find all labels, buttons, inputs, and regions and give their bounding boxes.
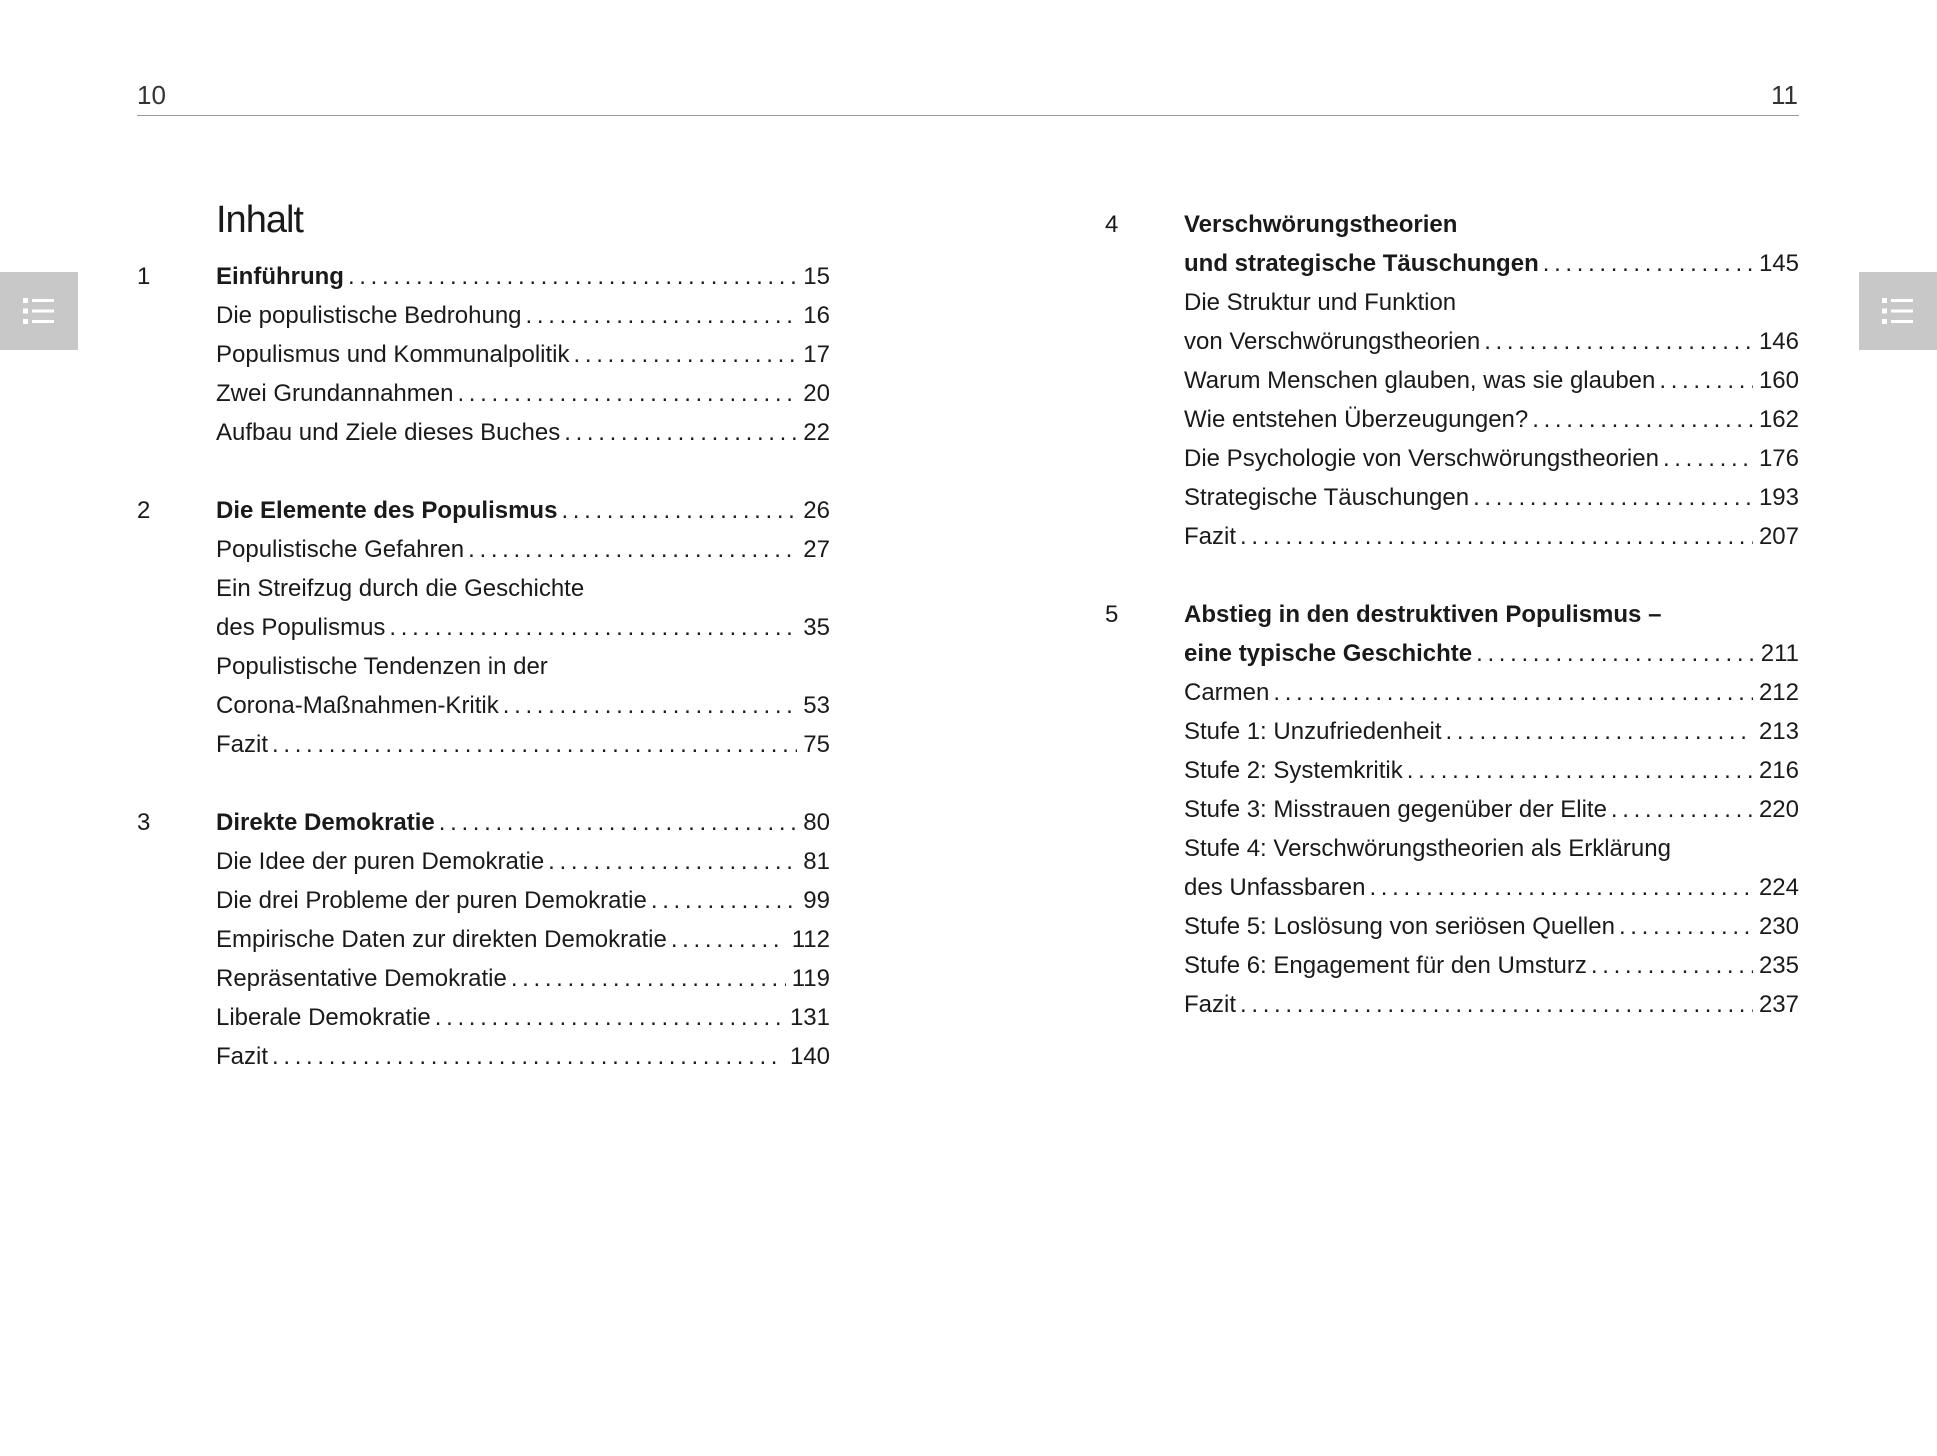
toc-entry-title: Einführung	[216, 263, 344, 290]
chapter-entries	[216, 257, 830, 452]
chapter-entries	[1184, 595, 1799, 1024]
toc-entry-title: Die Elemente des Populismus	[216, 497, 558, 524]
toc-chapter	[137, 257, 830, 452]
toc-entry-title: Aufbau und Ziele dieses Buches	[216, 419, 561, 446]
toc-page-number: 81	[803, 848, 830, 875]
toc-entry[interactable]	[216, 296, 830, 335]
toc-entry	[216, 569, 830, 608]
toc-chapter-title	[1184, 205, 1799, 244]
toc-entry[interactable]	[216, 881, 830, 920]
toc-entry	[1184, 283, 1799, 322]
dot-leader	[651, 881, 797, 920]
toc-entry-title: Fazit	[216, 1043, 269, 1070]
dot-leader	[468, 530, 797, 569]
toc-chapter-title[interactable]	[216, 803, 830, 842]
toc-right-column	[1105, 205, 1799, 1063]
page-number-right: 11	[1771, 80, 1798, 110]
toc-entry-title: des Unfassbaren	[1184, 874, 1366, 901]
toc-chapter-title[interactable]	[1184, 244, 1799, 283]
toc-entry[interactable]	[1184, 673, 1799, 712]
toc-left-column	[137, 197, 830, 1115]
toc-entry[interactable]	[1184, 907, 1799, 946]
toc-entry-title: Die populistische Bedrohung	[216, 302, 522, 329]
toc-entry[interactable]	[1184, 712, 1799, 751]
toc-entry[interactable]	[216, 1037, 830, 1076]
header-rule	[137, 115, 1799, 116]
dot-leader	[1659, 361, 1753, 400]
dot-leader	[272, 1037, 784, 1076]
toc-entry-title: Die Idee der puren Demokratie	[216, 848, 545, 875]
dot-leader	[457, 374, 797, 413]
toc-entry-title: Wie entstehen Überzeugungen?	[1184, 406, 1529, 433]
dot-leader	[1476, 634, 1755, 673]
dot-leader	[1484, 322, 1753, 361]
toc-entry-title: Populismus und Kommunalpolitik	[216, 341, 570, 368]
dot-leader	[503, 686, 798, 725]
dot-leader	[1240, 985, 1753, 1024]
toc-page-number: 213	[1758, 718, 1799, 745]
toc-page-number: 146	[1758, 328, 1799, 355]
toc-entry-title: Die Psychologie von Verschwörungstheorien	[1184, 445, 1659, 472]
toc-page-number: 193	[1758, 484, 1799, 511]
toc-page-number: 27	[803, 536, 830, 563]
dot-leader	[1369, 868, 1753, 907]
toc-entry	[216, 647, 830, 686]
toc-entry-title: Populistische Tendenzen in der	[216, 653, 548, 680]
toc-entry-title: Corona-Maßnahmen-Kritik	[216, 692, 499, 719]
toc-entry-title: Verschwörungstheorien	[1184, 211, 1458, 238]
dot-leader	[561, 491, 797, 530]
toc-entry[interactable]	[1184, 868, 1799, 907]
dot-leader	[548, 842, 797, 881]
toc-entry-title: Stufe 5: Loslösung von seriösen Quellen	[1184, 913, 1615, 940]
toc-tab-left[interactable]	[0, 272, 78, 350]
toc-entry[interactable]	[1184, 439, 1799, 478]
chapter-entries	[216, 803, 830, 1076]
toc-page-number: 224	[1758, 874, 1799, 901]
toc-entry-title: Liberale Demokratie	[216, 1004, 431, 1031]
toc-page-number: 230	[1758, 913, 1799, 940]
dot-leader	[272, 725, 797, 764]
toc-page-number: 119	[791, 965, 830, 992]
toc-entry[interactable]	[216, 335, 830, 374]
toc-chapter	[137, 491, 830, 764]
toc-page-number: 207	[1758, 523, 1799, 550]
chapter-number: 3	[137, 809, 151, 836]
toc-entry	[1184, 829, 1799, 868]
toc-entry-title: Stufe 2: Systemkritik	[1184, 757, 1403, 784]
toc-entry-title: und strategische Täuschungen	[1184, 250, 1539, 277]
toc-entry[interactable]	[216, 920, 830, 959]
dot-leader	[1473, 478, 1753, 517]
toc-page-number: 235	[1758, 952, 1799, 979]
toc-page-number: 16	[803, 302, 830, 329]
toc-chapter	[137, 803, 830, 1076]
toc-page-number: 131	[789, 1004, 830, 1031]
toc-page-number: 99	[803, 887, 830, 914]
toc-page-number: 80	[803, 809, 830, 836]
toc-entry-title: Die drei Probleme der puren Demokratie	[216, 887, 647, 914]
dot-leader	[1663, 439, 1753, 478]
toc-entry[interactable]	[216, 725, 830, 764]
chapter-number: 2	[137, 497, 151, 524]
toc-entry-title: eine typische Geschichte	[1184, 640, 1473, 667]
toc-entry[interactable]	[1184, 946, 1799, 985]
toc-page-number: 162	[1758, 406, 1799, 433]
toc-page-number: 53	[803, 692, 830, 719]
toc-entry[interactable]	[1184, 322, 1799, 361]
toc-page-number: 211	[1760, 640, 1799, 667]
toc-entry-title: Populistische Gefahren	[216, 536, 465, 563]
toc-entry-title: Warum Menschen glauben, was sie glauben	[1184, 367, 1656, 394]
toc-chapter-title[interactable]	[216, 257, 830, 296]
toc-chapter-title	[1184, 595, 1799, 634]
toc-entry[interactable]	[1184, 361, 1799, 400]
toc-entry-title: Direkte Demokratie	[216, 809, 435, 836]
toc-entry[interactable]	[1184, 985, 1799, 1024]
dot-leader	[1611, 790, 1753, 829]
toc-page-number: 20	[803, 380, 830, 407]
toc-entry[interactable]	[216, 686, 830, 725]
dot-leader	[1273, 673, 1753, 712]
dot-leader	[1240, 517, 1753, 556]
toc-entry[interactable]	[216, 413, 830, 452]
dot-leader	[435, 998, 784, 1037]
toc-entry-title: von Verschwörungstheorien	[1184, 328, 1481, 355]
toc-page-number: 145	[1758, 250, 1799, 277]
toc-entry-title: Fazit	[216, 731, 269, 758]
toc-page-number: 22	[803, 419, 830, 446]
toc-entry-title: Die Struktur und Funktion	[1184, 289, 1457, 316]
toc-entry[interactable]	[216, 842, 830, 881]
toc-page-number: 140	[789, 1043, 830, 1070]
toc-entry-title: Fazit	[1184, 523, 1237, 550]
toc-entry[interactable]	[216, 530, 830, 569]
toc-entry-title: Stufe 4: Verschwörungstheorien als Erklärung	[1184, 835, 1671, 862]
dot-leader	[564, 413, 797, 452]
dot-leader	[671, 920, 786, 959]
dot-leader	[348, 257, 797, 296]
dot-leader	[1591, 946, 1753, 985]
chapter-number: 5	[1105, 601, 1119, 628]
toc-page-number: 15	[803, 263, 830, 290]
dot-leader	[1407, 751, 1753, 790]
toc-page-number: 35	[803, 614, 830, 641]
dot-leader	[511, 959, 786, 998]
dot-leader	[574, 335, 798, 374]
toc-entry-title: Ein Streifzug durch die Geschichte	[216, 575, 585, 602]
toc-entry[interactable]	[216, 959, 830, 998]
toc-entry[interactable]	[1184, 478, 1799, 517]
toc-page-number: 26	[803, 497, 830, 524]
toc-tab-right[interactable]	[1859, 272, 1937, 350]
toc-page-number: 160	[1758, 367, 1799, 394]
toc-page-number: 17	[803, 341, 830, 368]
dot-leader	[1532, 400, 1753, 439]
dot-leader	[1446, 712, 1753, 751]
toc-entry-title: Empirische Daten zur direkten Demokratie	[216, 926, 667, 953]
toc-entry-title: Stufe 1: Unzufriedenheit	[1184, 718, 1442, 745]
toc-entry-title: Fazit	[1184, 991, 1237, 1018]
toc-entry[interactable]	[1184, 400, 1799, 439]
toc-entry-title: Repräsentative Demokratie	[216, 965, 507, 992]
toc-page-number: 216	[1758, 757, 1799, 784]
toc-chapter-title[interactable]	[1184, 634, 1799, 673]
toc-page-number: 75	[803, 731, 830, 758]
toc-chapter	[1105, 205, 1799, 556]
toc-chapter-title[interactable]	[216, 491, 830, 530]
toc-entry[interactable]	[1184, 751, 1799, 790]
toc-entry[interactable]	[216, 374, 830, 413]
toc-entry-title: Abstieg in den destruktiven Populismus –	[1184, 601, 1662, 628]
toc-entry[interactable]	[1184, 517, 1799, 556]
toc-page-number: 237	[1758, 991, 1799, 1018]
page-number-left: 10	[137, 80, 166, 110]
chapter-entries	[216, 491, 830, 764]
chapter-number: 4	[1105, 211, 1119, 238]
toc-entry-title: Carmen	[1184, 679, 1270, 706]
dot-leader	[1619, 907, 1753, 946]
toc-entry-title: Stufe 3: Misstrauen gegenüber der Elite	[1184, 796, 1607, 823]
dot-leader	[389, 608, 797, 647]
toc-entry-title: Zwei Grundannahmen	[216, 380, 454, 407]
toc-chapter	[1105, 595, 1799, 1024]
dot-leader	[526, 296, 798, 335]
dot-leader	[1543, 244, 1753, 283]
toc-entry-title: des Populismus	[216, 614, 386, 641]
toc-entry-title: Stufe 6: Engagement für den Umsturz	[1184, 952, 1587, 979]
list-icon	[1881, 296, 1915, 326]
dot-leader	[439, 803, 798, 842]
toc-page-number: 176	[1758, 445, 1799, 472]
chapter-entries	[1184, 205, 1799, 556]
toc-entry[interactable]	[1184, 790, 1799, 829]
toc-entry[interactable]	[216, 998, 830, 1037]
toc-entry[interactable]	[216, 608, 830, 647]
toc-heading: Inhalt	[216, 199, 303, 241]
toc-entry-title: Strategische Täuschungen	[1184, 484, 1470, 511]
chapter-number: 1	[137, 263, 151, 290]
toc-page-number: 220	[1758, 796, 1799, 823]
list-icon	[22, 296, 56, 326]
toc-page-number: 112	[791, 926, 830, 953]
toc-page-number: 212	[1758, 679, 1799, 706]
